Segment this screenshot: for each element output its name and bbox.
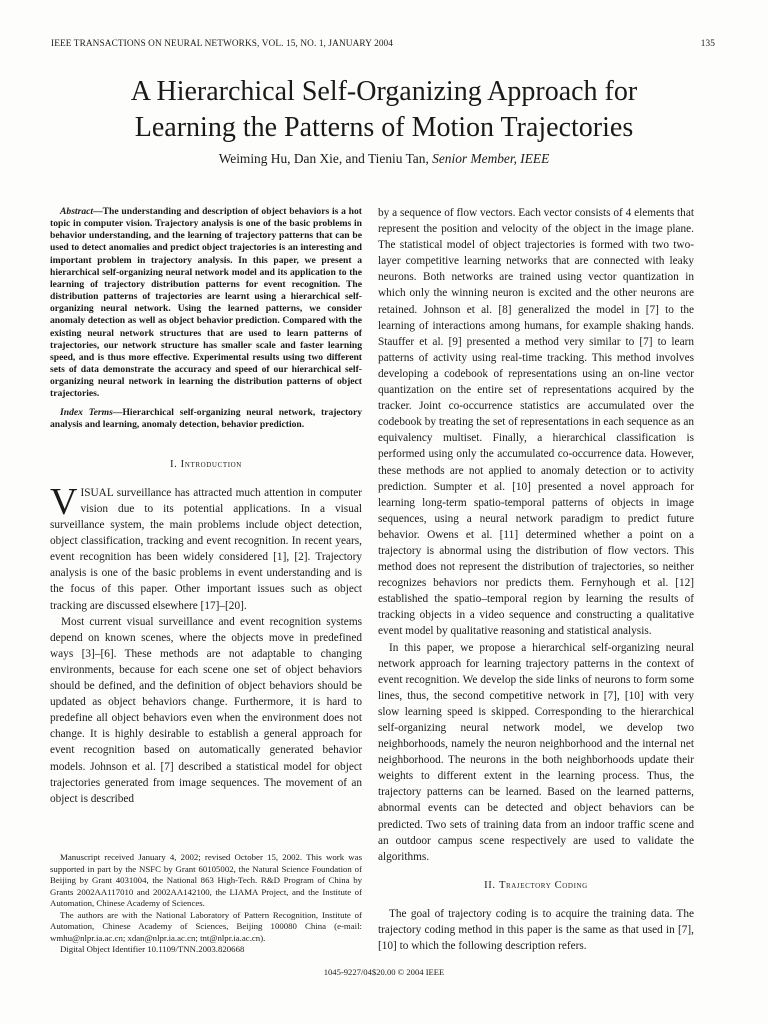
paper-title [0,74,768,146]
footnote-doi: Digital Object Identifier 10.1109/TNN.2003.820668 [60,944,245,954]
author-membership: Senior Member, IEEE [432,151,550,166]
section2-number: II. [484,879,496,891]
section2-title: Trajectory Coding [498,879,588,891]
index-terms-label: Index Terms [60,406,113,418]
section-heading-trajectory-coding [378,878,694,894]
right-paragraph-3: The goal of trajectory coding is to acquire the training data. The trajectory coding method in this paper is the same as that used in [7], [10] to which the following description refers. [378,907,694,953]
intro-paragraph-1 [50,480,362,614]
section-number: I. [170,458,178,470]
index-terms-text: —Hierarchical self-organizing neural network, trajectory analysis and learning, anomaly detection, behavior prediction. [50,406,362,430]
section-title: Introduction [180,458,242,470]
title-line-1: A Hierarchical Self-Organizing Approach for [130,76,638,107]
right-paragraph-2: In this paper, we propose a hierarchical self-organizing neural network approach for learning trajectory patterns in the context of event recognition. We develop the side links of neurons to form some lines, thus, the second competitive network in [7], [10] with very slow learning speed is skipped. Corresponding to the hierarchical self-organizing neural network model, we develop two neighborhoods, namely the neuron neighborhood and the internal net neighborhood. The neurons in the both neighborhoods update their weights to different extent in the learning process. Thus, the trajectory patterns can be learned. Based on the learned patterns, abnormal events can be detected and object behaviors can be predicted. Two sets of training data from an indoor traffic scene and an outdoor campus scene respectively are used to validate the algorithms. [378,641,694,863]
abstract-label: Abstract [60,206,94,217]
section-heading-introduction [50,457,362,473]
author-line [0,151,768,167]
copyright-footer: 1045-9227/04$20.00 © 2004 IEEE [323,967,445,977]
left-column [50,206,362,807]
title-line-2: Learning the Patterns of Motion Trajectories [134,112,634,143]
running-header [51,39,715,53]
index-terms [50,407,362,431]
journal-header: IEEE TRANSACTIONS ON NEURAL NETWORKS, VOL. 15, NO. 1, JANUARY 2004 [51,39,394,49]
abstract [50,206,362,401]
dropcap-letter: V [50,480,78,523]
intro-paragraph-2: Most current visual surveillance and event recognition systems depend on known scenes, where the objects move in predefined ways [3]–[6]. These methods are not adaptable to changing environments, because for each scene one set of object behaviors should be defined, and the definition of object behaviors should be updated as object behaviors change. Furthermore, it is hard to predefine all object behaviors even when the environment does not change. It is highly desirable to establish a general approach for event recognition based on automatically generated behavior models. Johnson et al. [7] described a statistical model for object trajectories generated from image sequences. The movement of an object is described [50,615,362,805]
page-number: 135 [700,39,715,49]
footnote-affiliation: The authors are with the National Laboratory of Pattern Recognition, Institute of Automation, Chinese Academy of Sciences, Beijing 100080 China (e-mail: wmhu@nlpr.ia.ac.cn; xdan@nlpr.ia.ac.cn; tnt@nlpr.ia.ac.cn). [50,909,362,943]
author-names: Weiming Hu, Dan Xie, and Tieniu Tan, [218,151,429,166]
footnotes [50,852,362,956]
right-column [378,205,694,954]
abstract-text: —The understanding and description of object behaviors is a hot topic in computer vision. Trajectory analysis is one of the basic problems in behavior understanding, and the learning of trajectory patterns that can be used to detect anomalies and predict object trajectories is an interesting and important problem in trajectory analysis. In this paper, we present a hierarchical self-organizing neural network model and its application to the learning of trajectory distribution patterns for event recognition. The distribution patterns of trajectories are learnt using a hierarchical self-organizing neural network. Using the learned patterns, we consider anomaly detection as well as object behavior prediction. Compared with the existing neural network structures that are used to learn patterns of trajectories, our network structure has smaller scale and faster learning speed, and is thus more effective. Experimental results using two different sets of data demonstrate the accuracy and speed of our hierarchical self-organizing neural network in learning the distribution patterns of object trajectories. [50,206,362,400]
footnote-manuscript: Manuscript received January 4, 2002; revised October 15, 2002. This work was supported in part by the NSFC by Grant 60105002, the Natural Science Foundation of Beijing by Grant 4031004, the National 863 High-Tech. R&D Program of China by Grants 2002AA117010 and 2002AA142100, the LIAMA Project, and the Institute of Automation, Chinese Academy of Sciences. [50,852,362,908]
intro-paragraph-1-text: ISUAL surveillance has attracted much attention in computer vision due to its potential applications. In a visual surveillance system, the main problems include object detection, object classification, tracking and event recognition. In recent years, event recognition has been widely considered [1], [2]. Trajectory analysis is one of the basic problems in event understanding and is the focus of this paper. Other important issues such as object tracking are discussed elsewhere [17]–[20]. [50,486,362,612]
right-paragraph-1: by a sequence of flow vectors. Each vector consists of 4 elements that represent the position and velocity of the object in the image plane. The statistical model of object trajectories is formed with two two-layer competitive learning networks that are connected with leaky neurons. Both networks are trained using vector quantization in which only the winning neuron is excited and the other neurons are retained. Johnson et al. [8] generalized the model in [7] to the learning of interactions among humans, for example shaking hands. Stauffer et al. [9] presented a method very similar to [7] to learn patterns of activity using real-time tracking. This method involves developing a codebook of representations using an on-line vector quantization on the entire set of representations acquired by the tracker. Joint co-occurrence statistics are accumulated over the codebook by treating the set of representations in each sequence as an equivalency multiset. Finally, a hierarchical classification is performed using only the accumulated co-occurrence data. However, these methods are not applied to anomaly detection or to activity prediction. Sumpter et al. [10] presented a novel approach for learning long-term spatio-temporal patterns of objects in image sequences, using a neural network paradigm to predict future behavior. Owens et al. [11] determined whether a point on a trajectory is abnormal using the distribution of flow vectors. This method does not represent the distribution of trajectories, so neither recognizes behaviors nor predicts them. Fernyhough et al. [12] established the spatio–temporal region by learning the results of tracking objects in a video sequence and constructing a qualitative event model by qualitative reasoning and statistical analysis. [378,207,694,638]
